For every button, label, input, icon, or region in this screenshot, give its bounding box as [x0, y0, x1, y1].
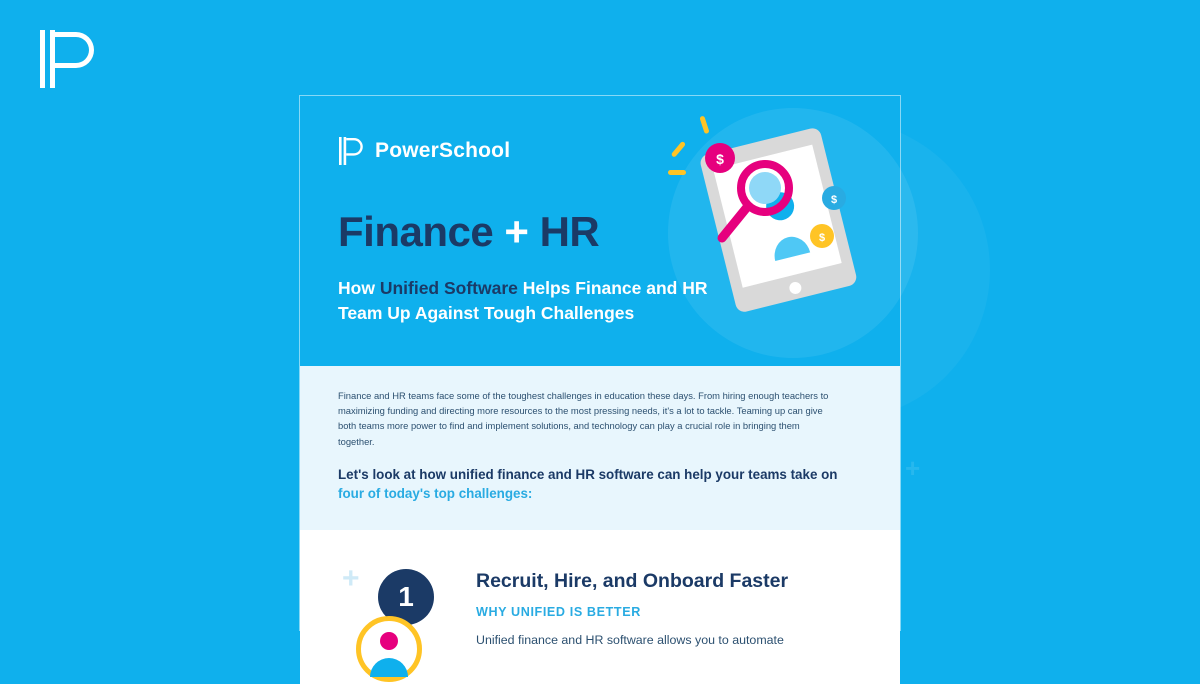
- svg-text:$: $: [830, 194, 838, 206]
- intro-lead-before: Let's look at how unified finance and HR software can help your teams take on: [338, 466, 838, 482]
- list-item: [338, 561, 862, 684]
- svg-text:$: $: [818, 232, 826, 244]
- brand-name: PowerSchool: [375, 139, 511, 162]
- item-text-group: [476, 564, 788, 650]
- subtitle-after: Helps Finance and HR Team Up Against Tough Challenges: [338, 278, 708, 324]
- item-body: Unified finance and HR software allows you to automate: [476, 632, 784, 647]
- document-page: [300, 96, 900, 647]
- brand-lockup: [338, 136, 510, 166]
- page-title: [338, 208, 599, 256]
- title-part-2: HR: [528, 208, 600, 255]
- intro-section: [300, 366, 900, 530]
- item-icon-circle: [356, 616, 422, 682]
- powerschool-p-logo-icon: [338, 136, 364, 166]
- intro-lead: [338, 465, 838, 504]
- item-kicker: WHY UNIFIED IS BETTER: [476, 604, 641, 619]
- subtitle-before: How: [338, 278, 380, 298]
- title-part-1: Finance: [338, 208, 505, 255]
- title-plus: +: [504, 208, 529, 255]
- content-section: [300, 530, 900, 684]
- hero-section: [300, 96, 900, 366]
- person-profile-icon: [361, 621, 417, 677]
- subtitle-highlight: Unified Software: [379, 278, 518, 298]
- intro-lead-accent: four of today's top challenges:: [338, 486, 533, 502]
- intro-paragraph: Finance and HR teams face some of the toughest challenges in education these days. From hiring enough teachers to maximizing funding and directing more resources to the most pressing needs, it's a lot to tackle. Teaming up can give both teams more power to find and implement solutions, and technology can play a crucial role in bringing them together.: [338, 390, 829, 447]
- plus-decoration-icon: +: [905, 453, 921, 483]
- powerschool-p-logo-icon: [36, 28, 102, 90]
- plus-decoration-icon: +: [342, 561, 360, 595]
- item-number-badge: 1: [378, 569, 434, 625]
- item-title: Recruit, Hire, and Onboard Faster: [476, 569, 789, 592]
- hero-subtitle: [338, 276, 738, 327]
- item-badge-group: [338, 561, 458, 684]
- svg-text:$: $: [716, 151, 724, 167]
